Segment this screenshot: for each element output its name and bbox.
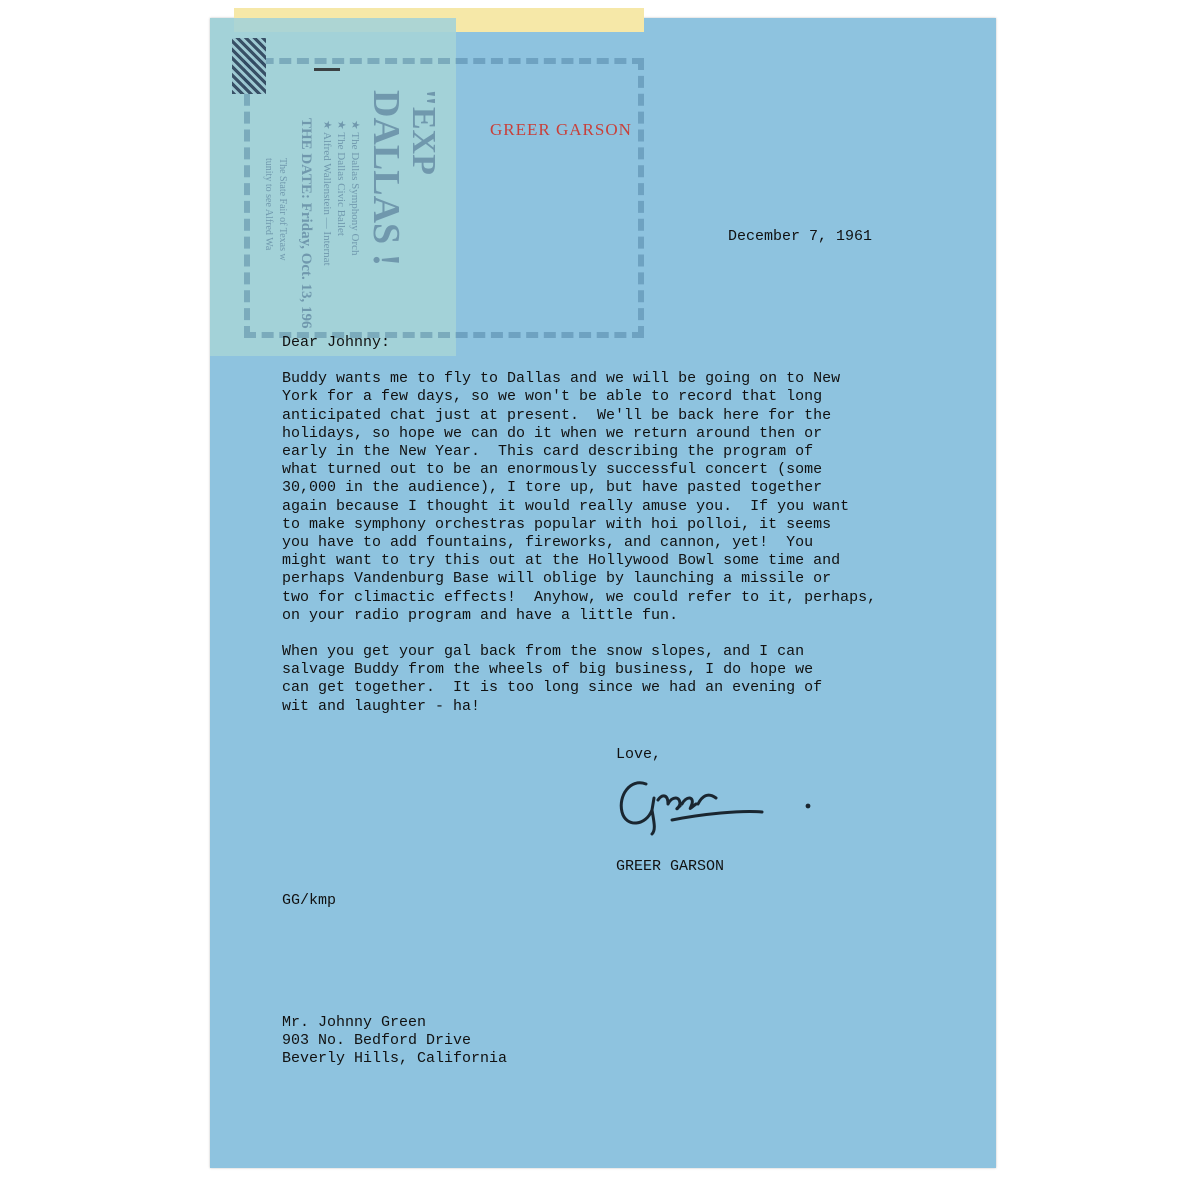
signed-name: GREER GARSON xyxy=(616,858,725,875)
salutation: Dear Johnny: xyxy=(282,334,391,351)
text-line: When you get your gal back from the snow slopes, and I can xyxy=(282,643,805,661)
typist-initials: GG/kmp xyxy=(282,892,337,909)
text-line: wit and laughter - ha! xyxy=(282,697,481,715)
text-line: holidays, so hope we can do it when we return around then or xyxy=(282,424,823,442)
letter-date: December 7, 1961 xyxy=(728,228,873,245)
text-line: you have to add fountains, fireworks, and cannon, yet! You xyxy=(282,534,814,552)
text-line: York for a few days, so we won't be able to record that long xyxy=(282,388,823,406)
paragraph xyxy=(282,370,922,625)
card-date-line: THE DATE: Friday, Oct. 13, 196 xyxy=(298,118,314,329)
address-line: Mr. Johnny Green xyxy=(282,1014,427,1031)
address-line: 903 No. Bedford Drive xyxy=(282,1032,472,1049)
closing: Love, xyxy=(616,746,662,763)
card-item-3: ★ Alfred Wallenstein — Internat xyxy=(321,120,333,266)
letterhead: GREER GARSON xyxy=(490,120,632,139)
text-line: two for climactic effects! Anyhow, we could refer to it, perhaps, xyxy=(282,588,877,606)
card-headline-1: "EXP xyxy=(405,88,442,175)
text-line: again because I thought it would really amuse you. If you want xyxy=(282,497,850,515)
text-line: 30,000 in the audience), I tore up, but have pasted together xyxy=(282,479,823,497)
text-line: might want to try this out at the Hollywood Bowl some time and xyxy=(282,552,841,570)
text-line: perhaps Vandenburg Base will oblige by launching a missile or xyxy=(282,570,832,588)
pasted-program-card xyxy=(210,18,456,356)
recipient-address xyxy=(282,1014,507,1068)
ornament-corner-icon xyxy=(232,38,266,94)
text-line: salvage Buddy from the wheels of big business, I do hope we xyxy=(282,661,814,679)
card-footer-1: The State Fair of Texas w xyxy=(277,158,288,261)
handwritten-signature xyxy=(612,770,812,840)
card-item-1: ★ The Dallas Symphony Orch xyxy=(349,120,361,256)
card-footer-2: tunity to see Alfred Wa xyxy=(263,158,274,251)
paragraph xyxy=(282,643,922,716)
text-line: can get together. It is too long since we had an evening of xyxy=(282,679,823,697)
text-line: to make symphony orchestras popular with hoi polloi, it seems xyxy=(282,515,832,533)
text-line: anticipated chat just at present. We'll be back here for the xyxy=(282,406,832,424)
text-line: early in the New Year. This card describing the program of xyxy=(282,443,814,461)
letter-body xyxy=(282,334,922,734)
letter-page xyxy=(210,18,996,1168)
address-line: Beverly Hills, California xyxy=(282,1050,508,1067)
text-line: what turned out to be an enormously successful concert (some xyxy=(282,461,823,479)
text-line: on your radio program and have a little fun. xyxy=(282,606,679,624)
text-line: Buddy wants me to fly to Dallas and we will be going on to New xyxy=(282,370,841,388)
card-item-2: ★ The Dallas Civic Ballet xyxy=(335,120,347,236)
staple-icon xyxy=(314,68,340,71)
card-headline-2: DALLAS ! xyxy=(365,90,407,267)
